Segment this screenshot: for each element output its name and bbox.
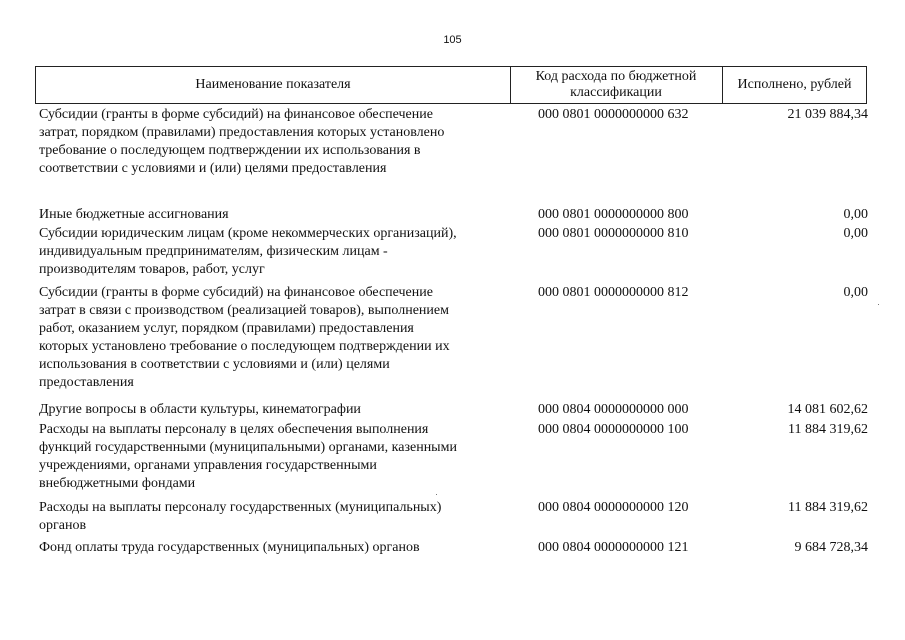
header-code-label-line1: Код расхода по бюджетной [535,69,697,84]
scan-speck [878,304,879,305]
row-amount: 0,00 [843,226,868,241]
row-amount: 11 884 319,62 [788,422,868,437]
row-name: Фонд оплаты труда государственных (муниципальных) органов [39,540,420,555]
header-amount-label: Исполнено, рублей [737,77,852,92]
header-amount-column [723,67,866,103]
row-name: Расходы на выплаты персоналу в целях обеспечения выполнения функций государственными (муниципальными) органами, казенными учреждениями, органами управления государственными внебюджетными фондами [39,422,457,491]
row-code: 000 0804 0000000000 121 [538,540,689,555]
row-code: 000 0801 0000000000 812 [538,285,689,300]
row-name: Субсидии юридическим лицам (кроме некоммерческих организаций), индивидуальным предпринимателям, физическим лицам - производителям товаров, работ, услуг [39,226,457,277]
scan-speck [436,494,437,495]
row-name: Субсидии (гранты в форме субсидий) на финансовое обеспечение затрат в связи с производством (реализацией товаров), выполнением работ, оказанием услуг, порядком (правилами) предоставления которых установлено требование о последующем подтверждении их использования в соответствии с условиями и (или) целями предоставления [39,285,450,390]
row-name: Другие вопросы в области культуры, кинематографии [39,402,361,417]
row-code: 000 0801 0000000000 800 [538,207,689,222]
row-code: 000 0801 0000000000 810 [538,226,689,241]
header-code-column [510,67,723,103]
header-name-label: Наименование показателя [195,77,351,92]
row-name: Субсидии (гранты в форме субсидий) на финансовое обеспечение затрат, порядком (правилами) предоставления которых установлено требование о последующем подтверждении их использования в соответствии с условиями и (или) целями предоставления [39,107,445,176]
row-amount: 0,00 [843,285,868,300]
row-code: 000 0804 0000000000 100 [538,422,689,437]
row-amount: 9 684 728,34 [794,540,868,555]
row-amount: 0,00 [843,207,868,222]
table-header [35,66,867,104]
row-code: 000 0804 0000000000 120 [538,500,689,515]
page-number: 105 [443,34,462,46]
row-amount: 21 039 884,34 [787,107,868,122]
row-amount: 14 081 602,62 [787,402,868,417]
header-name-column [36,67,511,103]
row-name: Расходы на выплаты персоналу государственных (муниципальных) органов [39,500,442,533]
row-code: 000 0804 0000000000 000 [538,402,689,417]
row-amount: 11 884 319,62 [788,500,868,515]
row-name: Иные бюджетные ассигнования [39,207,229,222]
header-code-label-line2: классификации [570,85,662,100]
row-code: 000 0801 0000000000 632 [538,107,689,122]
